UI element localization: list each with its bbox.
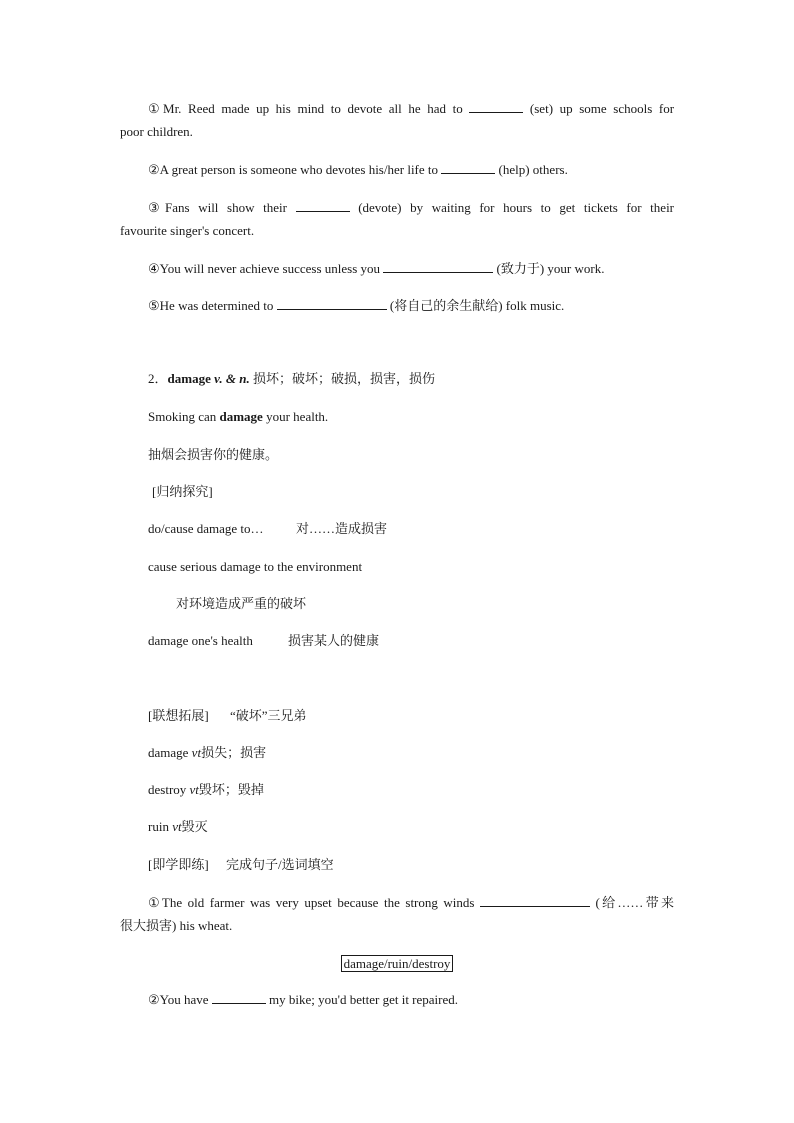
word-box-line [0,955,794,973]
brother-ruin: ruin vt毁灭 [148,819,208,834]
answer-blank[interactable] [296,198,350,212]
question-3-line-2: favourite singer's concert. [120,223,255,238]
section-2-heading: 2．damage v. & n. 损坏；破坏；破损，损害，损伤 [148,371,436,386]
extension-heading: [联想拓展] “破坏”三兄弟 [148,708,307,723]
answer-blank[interactable] [469,99,523,113]
answer-blank[interactable] [277,296,387,310]
answer-blank[interactable] [441,160,495,174]
practice-1-line-2: 很大损害) his wheat. [120,918,233,933]
question-3-line-1: ③Fans will show their (devote) by waiting for hours to get tickets for their [148,200,675,215]
answer-blank[interactable] [383,259,493,273]
induction-label: [归纳探究] [152,484,213,499]
practice-1-line-1: ①The old farmer was very upset because the strong winds (给……带来 [148,895,674,910]
answer-blank[interactable] [212,990,266,1004]
headword: damage [167,371,211,386]
practice-2: ②You have my bike; you'd better get it repaired. [148,992,459,1007]
brother-destroy: destroy vt毁坏；毁掉 [148,782,264,797]
question-1-line-1: ①Mr. Reed made up his mind to devote all he had to (set) up some schools for [148,101,675,116]
part-of-speech: v. & n. [214,371,250,386]
phrase-3: damage one's health 损害某人的健康 [148,633,380,648]
word-box: damage/ruin/destroy [341,955,454,972]
answer-blank[interactable] [480,893,590,907]
example-sentence: Smoking can damage your health. [148,409,329,424]
question-5: ⑤He was determined to (将自己的余生献给) folk music. [148,298,565,313]
phrase-2: cause serious damage to the environment [148,559,363,574]
phrase-1: do/cause damage to… 对……造成损害 [148,521,388,536]
brother-damage: damage vt损失；损害 [148,745,267,760]
phrase-2-translation: 对环境造成严重的破坏 [176,596,307,611]
meaning: 损坏；破坏；破损，损害，损伤 [253,371,436,386]
question-4: ④You will never achieve success unless you (致力于) your work. [148,261,605,276]
example-translation: 抽烟会损害你的健康。 [148,447,279,462]
question-2: ②A great person is someone who devotes his/her life to (help) others. [148,162,568,177]
practice-heading: [即学即练] 完成句子/选词填空 [148,857,334,872]
question-1-line-2: poor children. [120,124,193,139]
